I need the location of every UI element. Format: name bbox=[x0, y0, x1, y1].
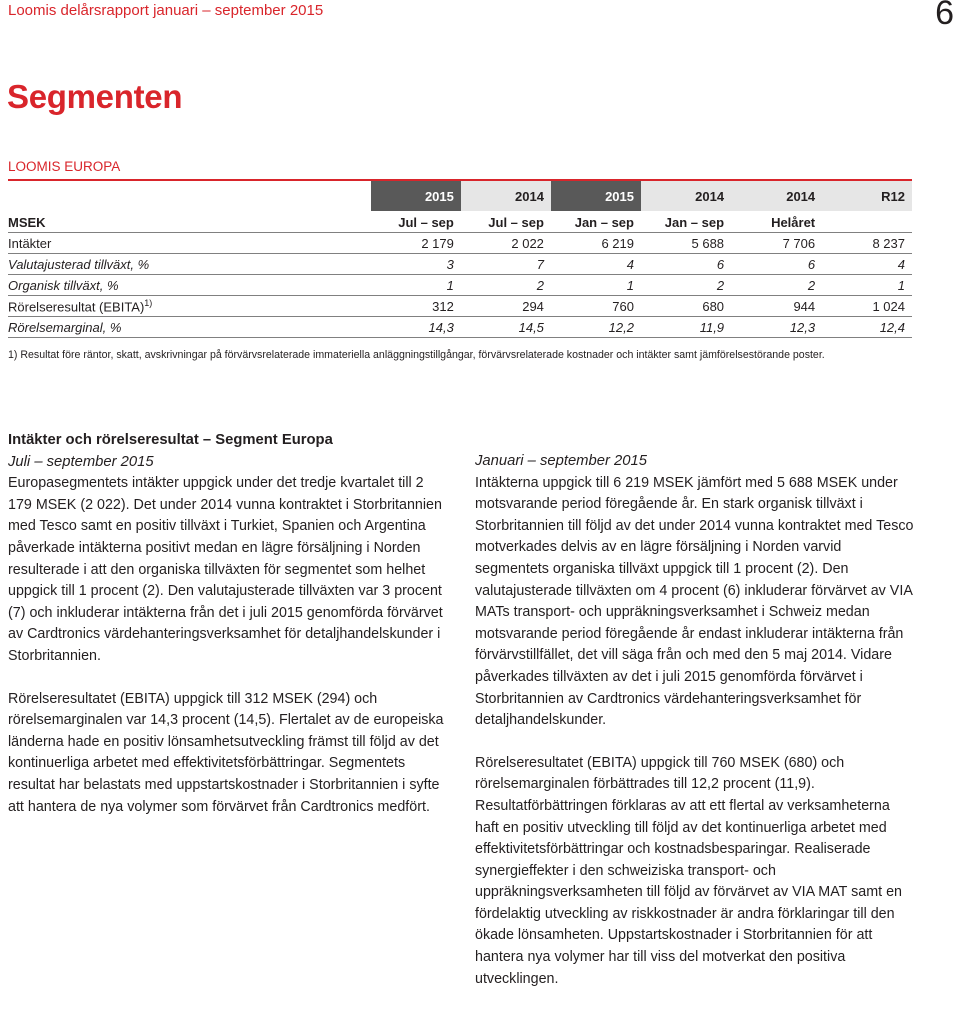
table-cell: 294 bbox=[461, 296, 551, 317]
page-title: Segmenten bbox=[7, 78, 183, 115]
row-label: Valutajusterad tillväxt, % bbox=[8, 254, 371, 275]
report-header-title: Loomis delårsrapport januari – september 2015 bbox=[8, 2, 324, 19]
table-cell: 4 bbox=[551, 254, 641, 275]
table-cell: 2 022 bbox=[461, 233, 551, 254]
table-cell: 1 024 bbox=[822, 296, 912, 317]
table-cell: 8 237 bbox=[822, 233, 912, 254]
right-column bbox=[475, 451, 915, 1011]
table-row bbox=[8, 254, 912, 275]
table-cell: 1 bbox=[371, 275, 461, 296]
table-cell: 1 bbox=[551, 275, 641, 296]
table-row bbox=[8, 317, 912, 338]
table-cell: 2 bbox=[641, 275, 731, 296]
table-cell: 6 219 bbox=[551, 233, 641, 254]
table-cell: 12,4 bbox=[822, 317, 912, 338]
row-label: Intäkter bbox=[8, 233, 371, 254]
row-label-text: Rörelseresultat (EBITA) bbox=[8, 299, 145, 315]
body-paragraph: Europasegmentets intäkter uppgick under det tredje kvartalet till 2 179 MSEK (2 022). Det under 2014 vunna kontraktet i Storbritannien med Tesco samt en positiv tillväxt i Turkiet, Spanien och Argentina påverkade intäkterna positivt medan en lägre försäljning i Norden resulterade i att den organiska tillväxten för segmentet som helhet uppgick till 1 procent (2). Den valutajusterade tillväxten var 3 procent (7) och inkluderar intäkterna från det i juli 2015 genomförda förvärvet av Cardtronics värdehanteringsverksamhet för detaljhandelskunder i Storbritannien. bbox=[8, 475, 443, 664]
table-cell: 14,3 bbox=[371, 317, 461, 338]
section-subheading: Januari – september 2015 bbox=[475, 453, 647, 469]
table-cell: 7 bbox=[461, 254, 551, 275]
year-header: 2015 bbox=[551, 181, 641, 212]
period-header: Jan – sep bbox=[641, 212, 731, 233]
table-cell: 312 bbox=[371, 296, 461, 317]
body-paragraph: Intäkterna uppgick till 6 219 MSEK jämfört med 5 688 MSEK under motsvarande period föregående år. En stark organisk tillväxt i Storbritannien till följd av det under 2014 vunna kontraktet med Tesco motverkades delvis av en lägre försäljning i Norden varvid segmentets organiska tillväxt uppgick till 1 procent (2). Den valutajusterade tillväxten om 4 procent (6) inkluderar förvärvet av VIA MATs transport- och uppräkningsverksamhet i Schweiz medan motsvarande period föregående år endast inkluderar intäkterna från förvärvstillfället, det vill säga från och med den 5 maj 2014. Vidare påverkades tillväxten av det i juli 2015 genomförda förvärvet i Storbritannien av Cardtronics värdehanteringsverksamhet för detaljhandelskunder. bbox=[475, 474, 914, 729]
period-header bbox=[822, 212, 912, 233]
segment-subtitle: LOOMIS EUROPA bbox=[8, 159, 121, 174]
table-row bbox=[8, 296, 912, 317]
body-paragraph: Rörelseresultatet (EBITA) uppgick till 312 MSEK (294) och rörelsemarginalen var 14,3 procent (14,5). Flertalet av de europeiska länderna hade en positiv lönsamhetsutveckling främst till följd av det kontinuerliga arbetet med effektivitetsförbättringar. Segmentets resultat har belastats med uppstartskostnader i Storbritannien i syfte att hantera de nya volymer som förvärvet från Cardtronics medfört. bbox=[8, 690, 444, 815]
table-cell: 1 bbox=[822, 275, 912, 296]
table-cell: 7 706 bbox=[731, 233, 822, 254]
section-heading: Intäkter och rörelseresultat – Segment Europa bbox=[8, 432, 333, 448]
segment-table bbox=[8, 181, 912, 338]
period-header: Jul – sep bbox=[461, 212, 551, 233]
left-column bbox=[8, 430, 448, 839]
page-number: 6 bbox=[935, 0, 954, 32]
table-cell: 760 bbox=[551, 296, 641, 317]
table-row bbox=[8, 233, 912, 254]
table-cell: 6 bbox=[641, 254, 731, 275]
table-cell: 944 bbox=[731, 296, 822, 317]
table-cell: 5 688 bbox=[641, 233, 731, 254]
table-header-row bbox=[8, 212, 912, 233]
body-paragraph: Rörelseresultatet (EBITA) uppgick till 760 MSEK (680) och rörelsemarginalen förbättrades till 12,2 procent (11,9). Resultatförbättringen förklaras av att ett flertal av verksamheterna haft en positiv utveckling till följd av det kontinuerliga arbetet med effektivitetsförbättringar och kostnadsbesparingar. Realiserade synergieffekter i den schweiziska transport- och uppräkningsverksamheten till följd av förvärvet av VIA MAT samt en fördelaktig utveckling av riskkostnader är andra förklaringar till den ökade lönsamheten. Uppstartskostnader i Storbritannien för att hantera nya volymer har till viss del motverkat den positiva utvecklingen. bbox=[475, 754, 902, 987]
table-cell: 3 bbox=[371, 254, 461, 275]
table-cell: 2 bbox=[731, 275, 822, 296]
table-cell: 14,5 bbox=[461, 317, 551, 338]
period-header: Helåret bbox=[731, 212, 822, 233]
table-cell: 12,2 bbox=[551, 317, 641, 338]
table-year-row bbox=[8, 181, 912, 212]
year-header: R12 bbox=[822, 181, 912, 212]
year-header: 2014 bbox=[731, 181, 822, 212]
year-header: 2015 bbox=[371, 181, 461, 212]
section-subheading: Juli – september 2015 bbox=[8, 453, 154, 470]
unit-label: MSEK bbox=[8, 212, 371, 233]
table-cell: 680 bbox=[641, 296, 731, 317]
year-header: 2014 bbox=[461, 181, 551, 212]
table-cell: 4 bbox=[822, 254, 912, 275]
year-header: 2014 bbox=[641, 181, 731, 212]
table-footnote: 1) Resultat före räntor, skatt, avskrivningar på förvärvsrelaterade immateriella anläggningstillgångar, förvärvsrelaterade kostnader och intäkter samt jämförelsestörande poster. bbox=[8, 349, 825, 361]
table-cell: 6 bbox=[731, 254, 822, 275]
table-cell: 11,9 bbox=[641, 317, 731, 338]
row-label: Rörelsemarginal, % bbox=[8, 317, 371, 338]
period-header: Jan – sep bbox=[551, 212, 641, 233]
table-row bbox=[8, 275, 912, 296]
row-label: Organisk tillväxt, % bbox=[8, 275, 371, 296]
table-corner bbox=[8, 181, 371, 212]
period-header: Jul – sep bbox=[371, 212, 461, 233]
row-label bbox=[8, 296, 371, 317]
footnote-marker: 1) bbox=[144, 297, 153, 308]
table-cell: 12,3 bbox=[731, 317, 822, 338]
table-cell: 2 bbox=[461, 275, 551, 296]
table-cell: 2 179 bbox=[371, 233, 461, 254]
